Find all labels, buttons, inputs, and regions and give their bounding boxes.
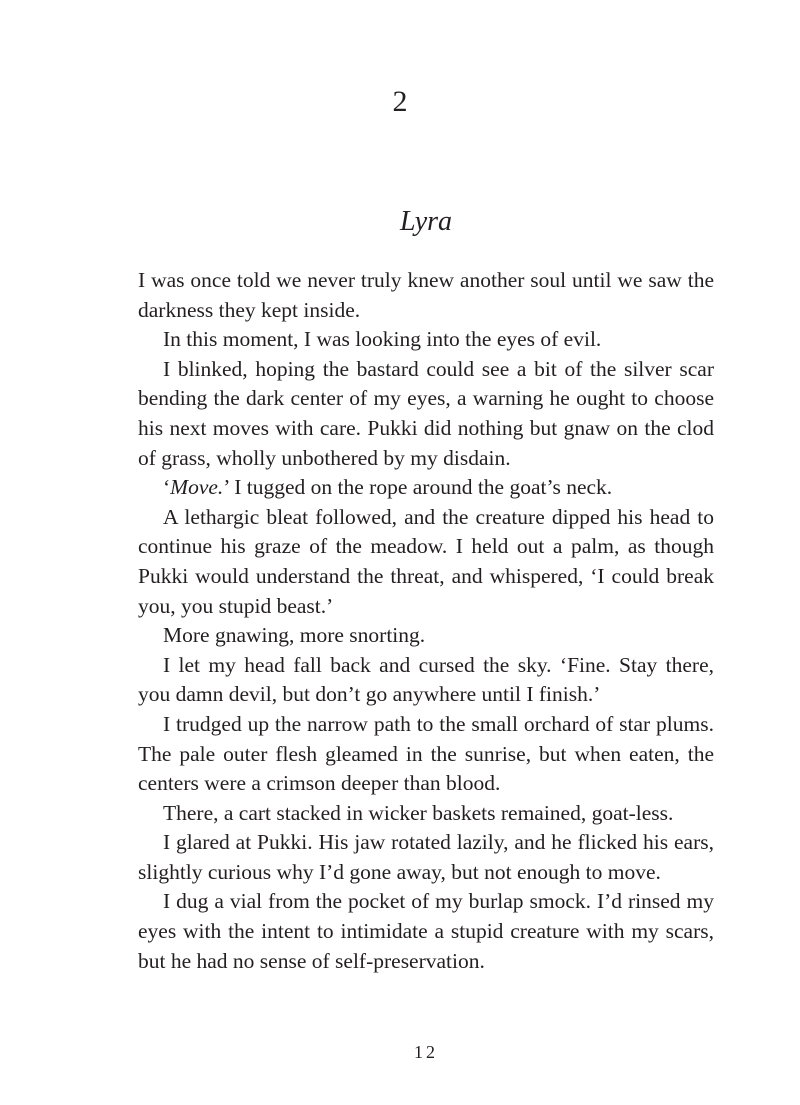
emphasized-word: Move. <box>170 475 224 500</box>
paragraph: A lethargic bleat followed, and the creature dipped his head to continue his graze of the meadow. I held out a palm, as though Pukki would understand the threat, and whispered, ‘I could break you, you stupid beast.’ <box>138 504 714 618</box>
paragraph: There, a cart stacked in wicker baskets remained, goat-less. <box>163 800 674 825</box>
paragraph: More gnawing, more snorting. <box>163 623 426 648</box>
chapter-title: Lyra <box>399 206 453 237</box>
paragraph: In this moment, I was looking into the eyes of evil. <box>163 327 602 352</box>
chapter-number: 2 <box>392 85 408 118</box>
body-text <box>138 266 714 976</box>
paragraph: I dug a vial from the pocket of my burlap smock. I’d rinsed my eyes with the intent to intimidate a stupid creature with my scars, but he had no sense of self-preservation. <box>138 889 714 973</box>
paragraph: I let my head fall back and cursed the sky. ‘Fine. Stay there, you damn devil, but don’t go anywhere until I finish.’ <box>138 652 714 707</box>
open-quote: ‘ <box>163 475 171 500</box>
paragraph-rest: ’ I tugged on the rope around the goat’s neck. <box>223 475 613 500</box>
paragraph-dialogue <box>138 473 714 503</box>
paragraph: I blinked, hoping the bastard could see a bit of the silver scar bending the dark center of my eyes, a warning he ought to choose his next moves with care. Pukki did nothing but gnaw on the clod of grass, wholly unbothered by my disdain. <box>138 356 714 470</box>
paragraph: I trudged up the narrow path to the small orchard of star plums. The pale outer flesh gleamed in the sunrise, but when eaten, the centers were a crimson deeper than blood. <box>138 711 714 796</box>
paragraph: I was once told we never truly knew another soul until we saw the darkness they kept inside. <box>138 268 714 322</box>
page-number: 12 <box>414 1042 438 1062</box>
paragraph: I glared at Pukki. His jaw rotated lazily, and he flicked his ears, slightly curious why I’d gone away, but not enough to move. <box>138 830 714 884</box>
